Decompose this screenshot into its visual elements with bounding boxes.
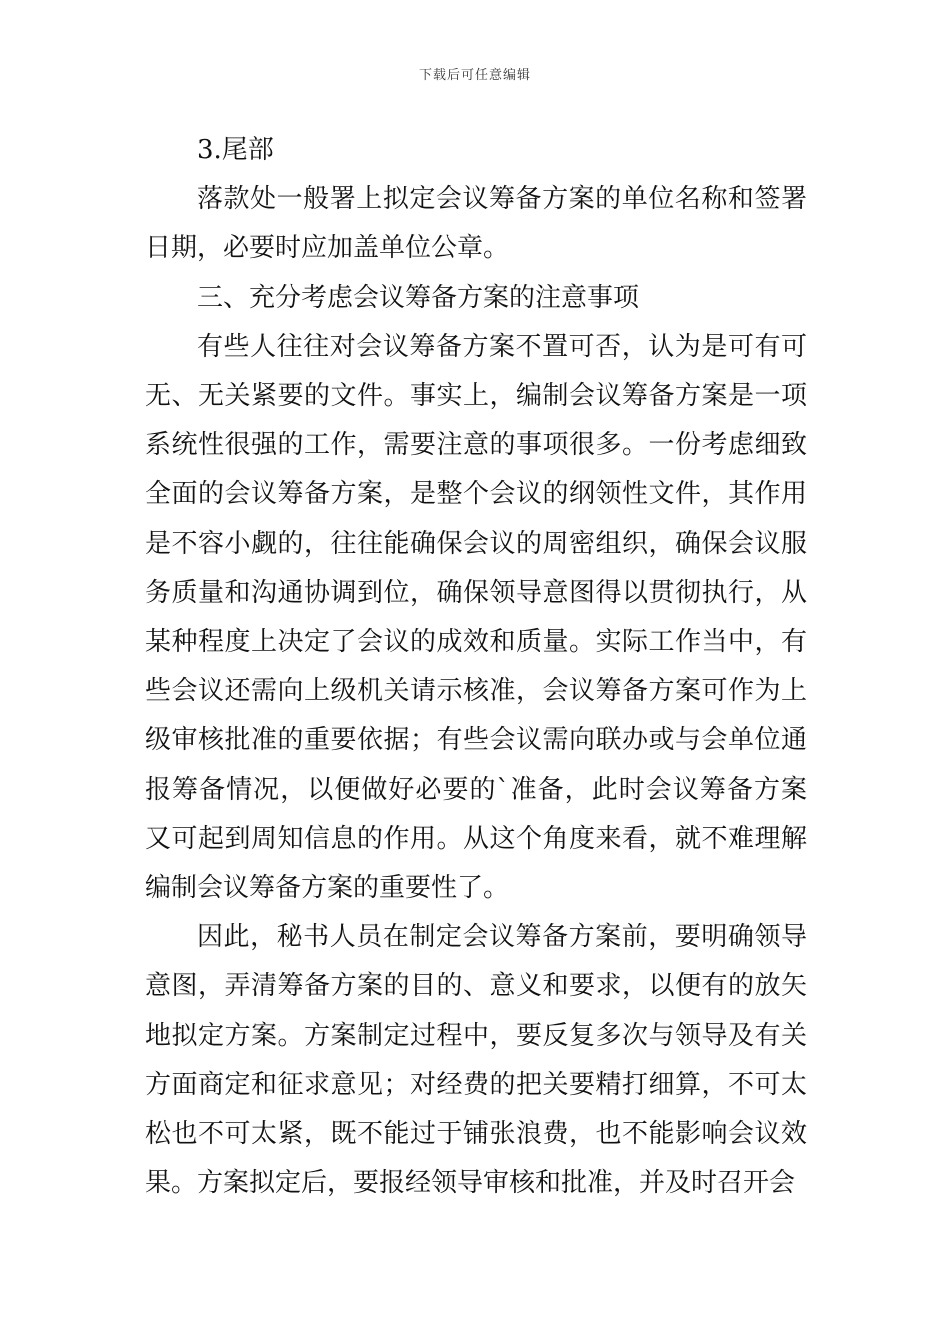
paragraph-signature: 落款处一般署上拟定会议筹备方案的单位名称和签署日期，必要时应加盖单位公章。 — [145, 184, 807, 264]
section-heading-notes: 三、充分考虑会议筹备方案的注意事项 — [197, 282, 640, 313]
page-header-note: 下载后可任意编辑 — [418, 68, 531, 83]
paragraph-importance: 有些人往往对会议筹备方案不置可否，认为是可有可无、无关紧要的文件。事实上，编制会议筹备方案是一项系统性很强的工作，需要注意的事项很多。一份考虑细致全面的会议筹备方案，是整个会议的纲领性文件，其作用是不容小觑的，往往能确保会议的周密组织，确保会议服务质量和沟通协调到位，确保领导意图得以贯彻执行，从某种程度上决定了会议的成效和质量。实际工作当中，有些会议还需向上级机关请示核准，会议筹备方案可作为上级审核批准的重要依据；有些会议需向联办或与会单位通报筹备情况，以便做好必要的`准备，此时会议筹备方案又可起到周知信息的作用。从这个角度来看，就不难理解编制会议筹备方案的重要性了。 — [145, 331, 807, 904]
paragraph-preparation: 因此，秘书人员在制定会议筹备方案前，要明确领导意图，弄清筹备方案的目的、意义和要求，以便有的放矢地拟定方案。方案制定过程中，要反复多次与领导及有关方面商定和征求意见；对经费的把关要精打细算，不可太松也不可太紧，既不能过于铺张浪费，也不能影响会议效果。方案拟定后，要报经领导审核和批准，并及时召开会 — [145, 922, 807, 1199]
section-heading-tail: 3.尾部 — [197, 135, 274, 165]
document-body — [145, 126, 807, 1208]
